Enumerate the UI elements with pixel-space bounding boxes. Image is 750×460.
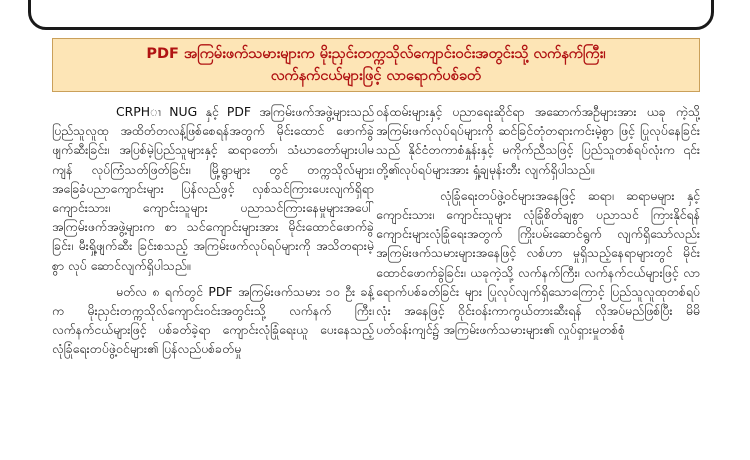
headline-line-1: PDF အကြမ်းဖက်သမားများက မိုးညှင်းတက္ကသိုလ်ကျောင်းဝင်းအတွင်းသို့ လက်နက်ကြီး၊ [146,46,606,62]
top-frame [28,0,714,30]
paragraph: မတ်လ ၈ ရက်တွင် PDF အကြမ်းဖက်သမား ၁၀ ဦး ခန့်က မိုးညှင်းတက္ကသိုလ်ကျောင်းဝင်းအတွင်းသို့ လက်နက် ကြီး၊ လက်နက်ငယ်များဖြင့် ပစ်ခတ်ခဲ့ရာ ကျောင်းလုံခြုံရေးယူ ပေးနေသည့် လုံခြုံရေးတပ်ဖွဲ့ဝင်များ၏ ပြန်လည်ပစ်ခတ်မှု [52,283,374,357]
paragraph: CRPHၢ NUG နှင့် PDF အကြမ်းဖက်အဖွဲ့များသည် ပြည်သူလူထု အထိတ်တလန့်ဖြစ်စေရန်အတွက် မိုင်းထောင် ဖောက်ခွဲဖျက်ဆီးခြင်း၊ အပြစ်မဲ့ပြည်သူများနှင့် ဆရာတော်၊ သံဃာတော်များပါမကျန် လုပ်ကြံသတ်ဖြတ်ခြင်း၊ မြို့ရွာများ တွင် တက္ကသိုလ်များ၊ အခြေခံပညာကျောင်းများ ပြန်လည်ဖွင့် လှစ်သင်ကြားပေးလျက်ရှိရာ ကျောင်းသား၊ ကျောင်းသူများ ပညာသင်ကြားနေမှုများအပေါ် အကြမ်းဖက်အဖွဲ့များက စာ သင်ကျောင်းများအား မိုင်းထောင်ဖောက်ခွဲခြင်း၊ မီးရှို့ဖျက်ဆီး ခြင်းစသည့် အကြမ်းဖက်လုပ်ရပ်များကို အသိတရားမဲ့စွာ လုပ် ဆောင်လျက်ရှိပါသည်။ [52,104,374,273]
right-column [376,102,700,346]
headline-line-2: လက်နက်ငယ်များဖြင့် လာရောက်ပစ်ခတ် [270,68,482,84]
paragraph: လုံခြုံရေးတပ်ဖွဲ့ဝင်များအနေဖြင့် ဆရာ၊ ဆရာမများ နှင့် ကျောင်းသား၊ ကျောင်းသူများ လုံခြုံစိတ်ချစွာ ပညာသင် ကြားနိုင်ရန် ကျောင်းများလုံခြုံရေးအတွက် ကြိုးပမ်းဆောင်ရွက် လျက်ရှိသော်လည်း အကြမ်းဖက်သမားများအနေဖြင့် လစ်ဟာ မှုရှိသည့်နေရာများတွင် မိုင်းထောင်ဖောက်ခွဲခြင်း၊ ယခုကဲ့သို့ လက်နက်ကြီး၊ လက်နက်ငယ်များဖြင့် လာရောက်ပစ်ခတ်ခြင်း များ ပြုလုပ်လျက်ရှိသောကြောင့် ပြည်သူလူထုတစ်ရပ်လုံး အနေဖြင့် ဝိုင်းဝန်းကာကွယ်တားဆီးရန် လိုအပ်မည်ဖြစ်ပြီး မိမိ ပတ်ဝန်းကျင်၌ အကြမ်းဖက်သမားများ၏ လှုပ်ရှားမှုတစ်စုံ [376,187,700,338]
left-column [52,102,374,366]
headline-box [52,38,700,92]
paragraph: ဝန်ထမ်းများနှင့် ပညာရေးဆိုင်ရာ အဆောက်အဦများအား ယခု ကဲ့သို့ အကြမ်းဖက်လုပ်ရပ်များကို ဆင်ခြင်တုံတရားကင်းမဲ့စွာ ဖြင့် ပြုလုပ်နေခြင်းသည် နိုင်ငံတကာစံနှုန်းနှင့် မကိုက်ညီသဖြင့် ပြည်သူတစ်ရပ်လုံးက ၎င်းတို့၏လုပ်ရပ်များအား ရှုံ့ချမုန်းတီး လျက်ရှိပါသည်။ [376,104,700,177]
